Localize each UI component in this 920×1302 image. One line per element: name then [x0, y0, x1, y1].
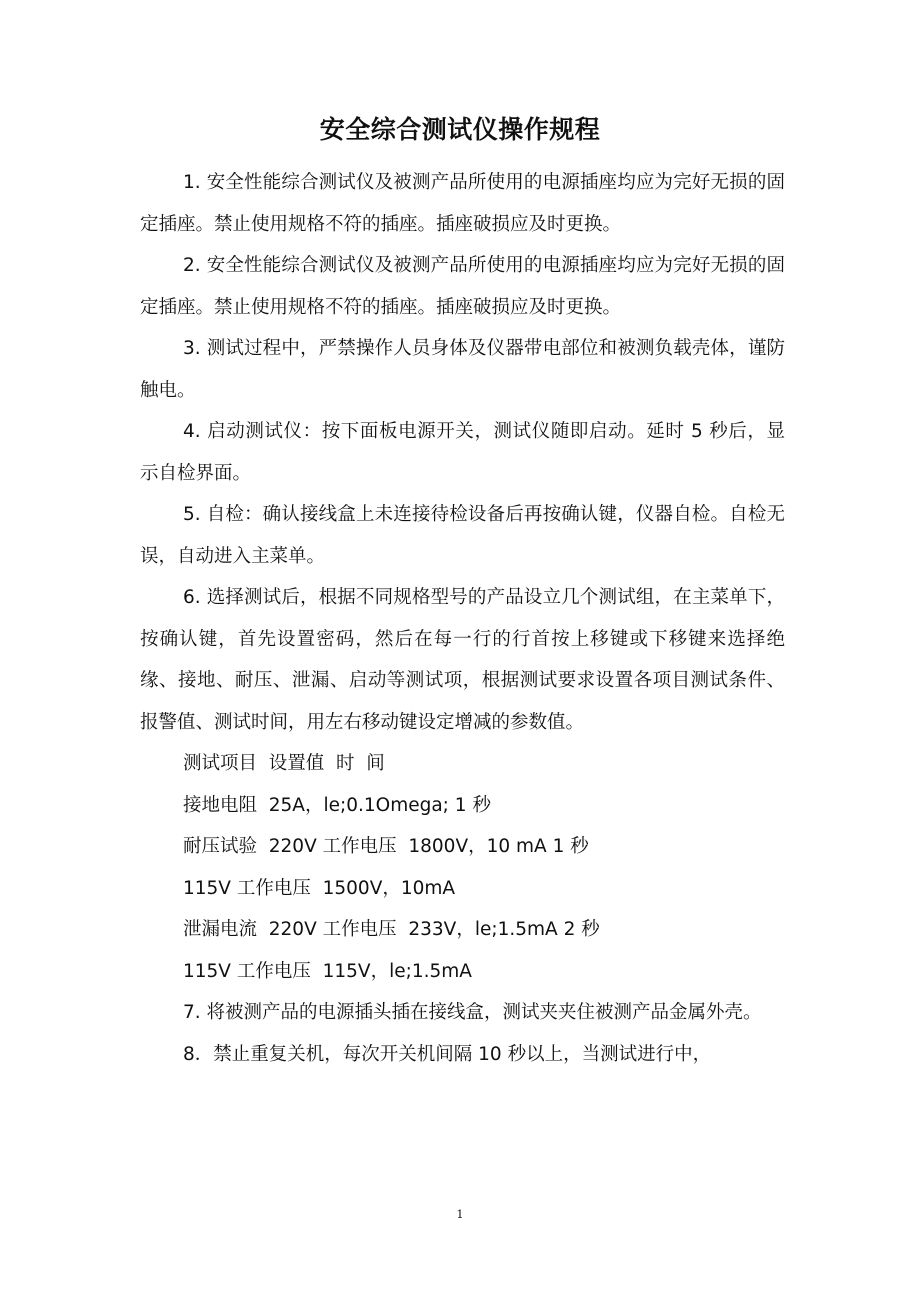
- test-table-row-withstand-voltage: 耐压试验 220V 工作电压 1800V，10 mA 1 秒: [183, 836, 589, 857]
- test-table-header: 测试项目 设置值 时 间: [183, 753, 385, 774]
- test-table-row-leakage-current: 泄漏电流 220V 工作电压 233V，le;1.5mA 2 秒: [183, 919, 600, 940]
- paragraph-3: 3. 测试过程中，严禁操作人员身体及仪器带电部位和被测负载壳体，谨防触电。: [140, 338, 785, 401]
- document-title: 安全综合测试仪操作规程: [319, 115, 601, 144]
- paragraph-2: 2. 安全性能综合测试仪及被测产品所使用的电源插座均应为完好无损的固定插座。禁止使用规格不符的插座。插座破损应及时更换。: [140, 255, 785, 318]
- paragraph-1: 1. 安全性能综合测试仪及被测产品所使用的电源插座均应为完好无损的固定插座。禁止使用规格不符的插座。插座破损应及时更换。: [140, 172, 785, 235]
- page-number: 1: [456, 1208, 464, 1221]
- paragraph-4: 4. 启动测试仪：按下面板电源开关，测试仪随即启动。延时 5 秒后，显示自检界面。: [140, 421, 785, 484]
- test-table-row-ground-resistance: 接地电阻 25A，le;0.1Omega; 1 秒: [183, 794, 491, 816]
- document-body: [140, 162, 785, 1075]
- test-table-row-leakage-current-115v: 115V 工作电压 115V，le;1.5mA: [183, 960, 472, 982]
- paragraph-7: 7. 将被测产品的电源插头插在接线盒，测试夹夹住被测产品金属外壳。: [183, 1002, 762, 1023]
- paragraph-5: 5. 自检：确认接线盒上未连接待检设备后再按确认键，仪器自检。自检无误，自动进入主菜单。: [140, 504, 785, 567]
- test-table-row-withstand-voltage-115v: 115V 工作电压 1500V，10mA: [183, 877, 456, 899]
- paragraph-6: 6. 选择测试后，根据不同规格型号的产品设立几个测试组，在主菜单下，按确认键，首先设置密码，然后在每一行的行首按上移键或下移键来选择绝缘、接地、耐压、泄漏、启动等测试项，根据测试要求设置各项目测试条件、报警值、测试时间，用左右移动键设定增减的参数值。: [140, 587, 785, 733]
- paragraph-8: 8．禁止重复关机，每次开关机间隔 10 秒以上，当测试进行中，: [183, 1043, 712, 1065]
